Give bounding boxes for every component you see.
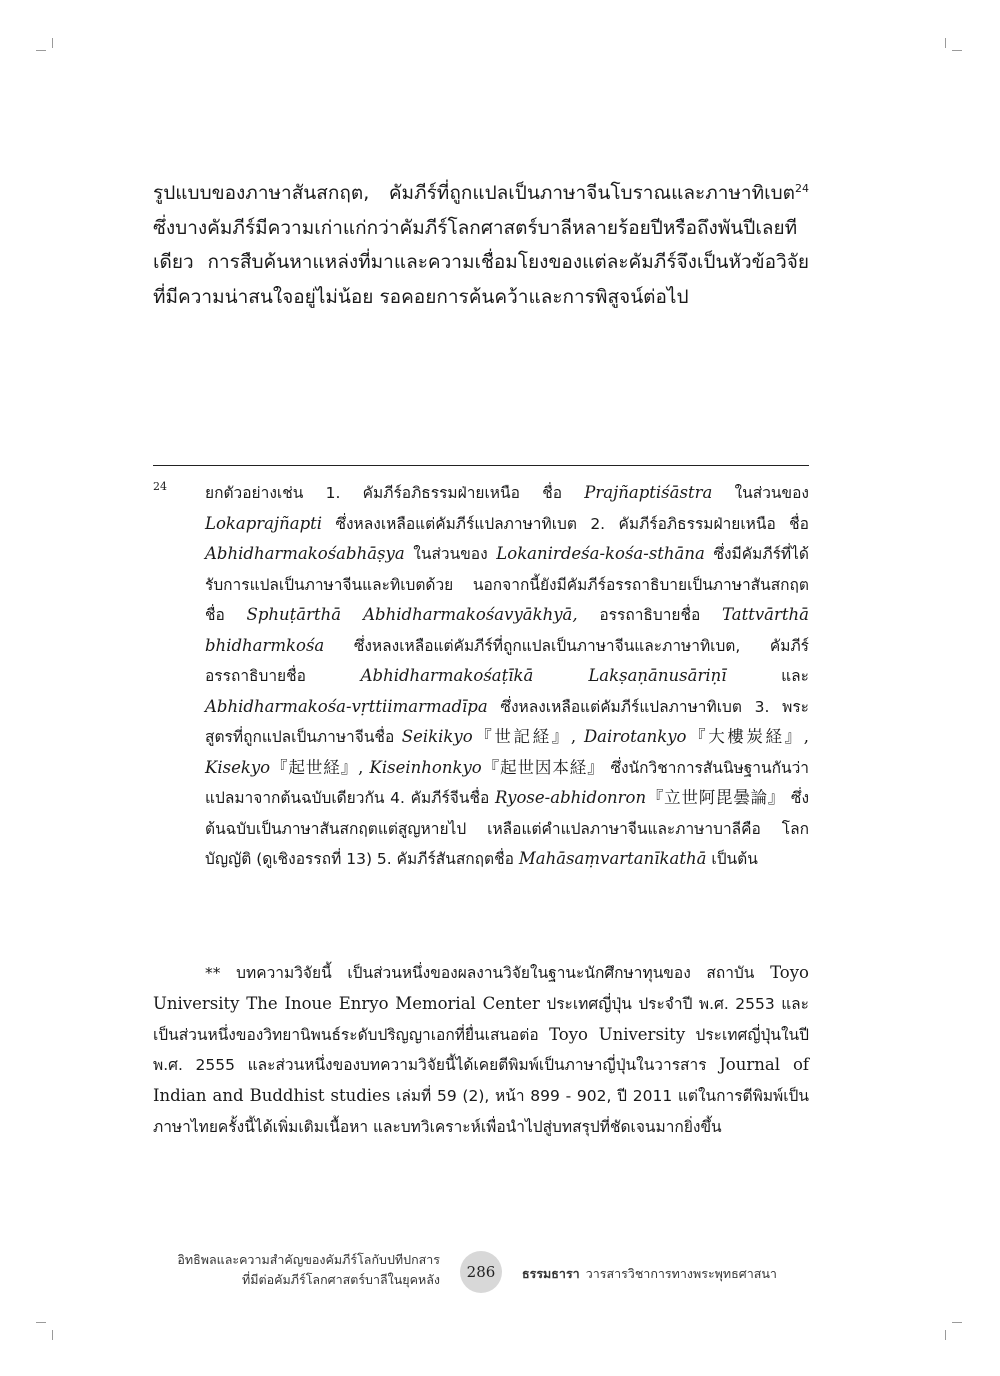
fn-title: Kisekyo bbox=[205, 757, 271, 777]
crop-mark-br-h bbox=[952, 1322, 962, 1323]
fn-seg: ซึ่งต้นฉบับเป็นภาษาสันสกฤตแต่สูญหายไป เหลือแต่คำแปลภาษาจีนและภาษาบาลีคือ โลกบัญญัติ (ดูเชิงอรรถที่ 13) 5. คัมภีร์สันสกฤตชื่อ bbox=[205, 789, 810, 868]
journal-subtitle: วารสารวิชาการทางพระพุทธศาสนา bbox=[585, 1266, 777, 1281]
fn-title: Seikikyo bbox=[401, 727, 473, 746]
fn-cjk-title: 『起世経』, bbox=[270, 757, 370, 777]
note-seg: เล่มที่ 59 (2), หน้า 899 - 902, ปี 2011 แต่ในการตีพิมพ์เป็นภาษาไทยครั้งนี้ได้เพิ่มเติมเนื้อหา และบทวิเคราะห์เพื่อนำไปสู่บทสรุปที่ชัดเจนมากยิ่งขึ้น bbox=[153, 1087, 809, 1136]
fn-seg: อรรถาธิบายชื่อ bbox=[577, 606, 723, 624]
footnote-reference[interactable]: 24 bbox=[795, 182, 809, 195]
fn-cjk-title: 『立世阿毘曇論』 bbox=[646, 788, 786, 807]
fn-seg: ซึ่งมีคัมภีร์ที่ได้รับการแปลเป็นภาษาจีนและทิเบตด้วย นอกจากนี้ยังมีคัมภีร์อรรถาธิบายเป็นภาษาสันสกฤตชื่อ bbox=[205, 545, 809, 624]
body-paragraph bbox=[153, 176, 809, 314]
page-number bbox=[460, 1251, 502, 1293]
fn-seg: และ bbox=[726, 667, 809, 685]
note-seg: ** บทความวิจัยนี้ เป็นส่วนหนึ่งของผลงานวิจัยในฐานะนักศึกษาทุนของ สถาบัน bbox=[205, 964, 771, 982]
fn-cjk-title: 『世記経』, bbox=[472, 727, 584, 746]
crop-mark-tl bbox=[52, 38, 53, 48]
footnote-text bbox=[205, 478, 809, 875]
note-seg: ประเทศญี่ปุ่น ประจำปี พ.ศ. 2553 และเป็นส่วนหนึ่งของวิทยานิพนธ์ระดับปริญญาเอกที่ยื่นเสนอต่อ bbox=[153, 994, 810, 1044]
fn-title: Tattvārthā bhidharmkośa bbox=[205, 605, 809, 655]
fn-seg: ซึ่งหลงเหลือแต่คัมภีร์ที่ถูกแปลเป็นภาษาจีนและภาษาทิเบต, คัมภีร์อรรถาธิบายชื่อ bbox=[205, 636, 809, 685]
fn-title: Abhidharmakośaṭīkā Lakṣaṇānusāriṇī bbox=[360, 666, 727, 685]
fn-seg: ในส่วนของ bbox=[404, 545, 497, 563]
fn-cjk-title: 『起世因本経』 bbox=[481, 757, 605, 777]
note-english: Journal of Indian and Buddhist studies bbox=[153, 1055, 809, 1106]
running-title bbox=[100, 1250, 440, 1290]
fn-seg: เป็นต้น bbox=[706, 850, 758, 868]
note-seg: ประเทศญี่ปุ่นในปี พ.ศ. 2555 และส่วนหนึ่งของบทความวิจัยนี้ได้เคยตีพิมพ์เป็นภาษาญี่ปุ่นในวารสาร bbox=[153, 1025, 809, 1075]
body-text-part2: ซึ่งบางคัมภีร์มีความเก่าแก่กว่าคัมภีร์โลกศาสตร์บาลีหลายร้อยปีหรือถึงพันปีเลยทีเดียว การสืบค้นหาแหล่งที่มาและความเชื่อมโยงของแต่ละคัมภีร์จึงเป็นหัวข้อวิจัยที่มีความน่าสนใจอยู่ไม่น้อย รอคอยการค้นคว้าและการพิสูจน์ต่อไป bbox=[153, 216, 809, 308]
crop-mark-br bbox=[945, 1330, 946, 1340]
fn-cjk-title: 『大樓炭経』, bbox=[686, 727, 809, 746]
note-english: Toyo University bbox=[549, 1024, 686, 1044]
fn-seg: ซึ่งหลงเหลือแต่คัมภีร์แปลภาษาทิเบต 3. พระสูตรที่ถูกแปลเป็นภาษาจีนชื่อ bbox=[205, 697, 809, 746]
fn-seg: ซึ่งหลงเหลือแต่คัมภีร์แปลภาษาทิเบต 2. คัมภีร์อภิธรรมฝ่ายเหนือ ชื่อ bbox=[322, 514, 809, 533]
fn-seg: ในส่วนของ bbox=[712, 484, 809, 502]
research-note bbox=[153, 958, 809, 1143]
fn-title: Ryose-abhidonron bbox=[495, 788, 647, 807]
crop-mark-tr bbox=[945, 38, 946, 48]
journal-title bbox=[522, 1264, 777, 1284]
footnote-number: 24 bbox=[153, 480, 167, 493]
fn-seg: ซึ่งนักวิชาการสันนิษฐานกันว่าแปลมาจากต้นฉบับเดียวกัน 4. คัมภีร์จีนชื่อ bbox=[205, 758, 809, 807]
fn-title: Dairotankyo bbox=[583, 727, 687, 746]
fn-title: Mahāsaṃvartanīkathā bbox=[518, 849, 707, 868]
footnote-divider bbox=[153, 465, 809, 466]
fn-title: Abhidharmakośa-vṛttiimarmadīpa bbox=[205, 696, 488, 716]
fn-title: Kiseinhonkyo bbox=[369, 757, 482, 777]
note-english: Toyo University The Inoue Enryo Memorial Center bbox=[153, 963, 809, 1013]
fn-seg: ยกตัวอย่างเช่น 1. คัมภีร์อภิธรรมฝ่ายเหนือ ชื่อ bbox=[205, 484, 585, 502]
crop-mark-bl-h bbox=[36, 1322, 46, 1323]
fn-title: Sphuṭārthā Abhidharmakośavyākhyā, bbox=[246, 605, 578, 624]
journal-name: ธรรมธารา bbox=[522, 1266, 580, 1281]
fn-title: Lokaprajñapti bbox=[205, 513, 323, 533]
fn-title: Lokanirdeśa-kośa-sthāna bbox=[496, 544, 705, 563]
fn-title: Prajñaptiśāstra bbox=[584, 483, 713, 502]
running-title-line1: อิทธิพลและความสำคัญของคัมภีร์โลกับปทีปกสาร bbox=[177, 1252, 440, 1267]
fn-title: Abhidharmakośabhāṣya bbox=[205, 544, 405, 563]
page-number-text: 286 bbox=[466, 1263, 496, 1281]
running-title-line2: ที่มีต่อคัมภีร์โลกศาสตร์บาลีในยุคหลัง bbox=[242, 1272, 440, 1287]
body-text-part1: รูปแบบของภาษาสันสกฤต, คัมภีร์ที่ถูกแปลเป็นภาษาจีนโบราณและภาษาทิเบต bbox=[153, 182, 795, 204]
crop-mark-tl-h bbox=[36, 50, 46, 51]
crop-mark-bl bbox=[52, 1330, 53, 1340]
crop-mark-tr-h bbox=[952, 50, 962, 51]
